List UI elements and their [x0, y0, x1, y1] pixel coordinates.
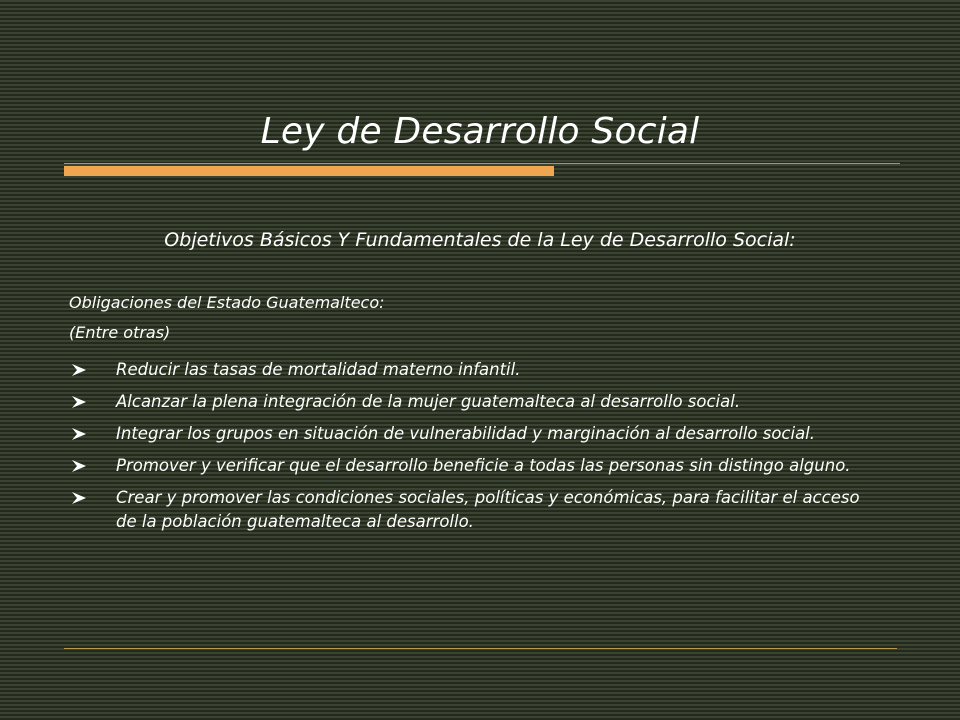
list-item — [69, 486, 869, 534]
list-item-text: Reducir las tasas de mortalidad materno infantil. — [116, 360, 521, 379]
list-item — [69, 358, 869, 382]
title-underline-rule — [64, 163, 900, 164]
list-item-text: Crear y promover las condiciones sociales, políticas y económicas, para facilitar el acceso de la población guatemalteca al desarrollo. — [116, 488, 860, 531]
list-item — [69, 390, 869, 414]
title-accent-bar — [64, 166, 554, 176]
slide-title: Ley de Desarrollo Social — [260, 111, 700, 152]
list-item-text: Integrar los grupos en situación de vulnerabilidad y marginación al desarrollo social. — [116, 424, 816, 443]
list-item-text: Promover y verificar que el desarrollo beneficie a todas las personas sin distingo alguno. — [116, 456, 851, 475]
bottom-rule — [64, 648, 897, 649]
objectives-list — [69, 358, 869, 542]
intro-among-others: (Entre otras) — [69, 323, 171, 342]
list-item — [69, 422, 869, 446]
intro-obligations: Obligaciones del Estado Guatemalteco: — [69, 293, 385, 312]
list-item — [69, 454, 869, 478]
arrowhead-bullet-icon — [72, 396, 86, 408]
slide-subtitle: Objetivos Básicos Y Fundamentales de la Ley de Desarrollo Social: — [164, 229, 796, 251]
arrowhead-bullet-icon — [72, 492, 86, 504]
arrowhead-bullet-icon — [72, 460, 86, 472]
list-item-text: Alcanzar la plena integración de la mujer guatemalteca al desarrollo social. — [116, 392, 741, 411]
arrowhead-bullet-icon — [72, 428, 86, 440]
arrowhead-bullet-icon — [72, 364, 86, 376]
